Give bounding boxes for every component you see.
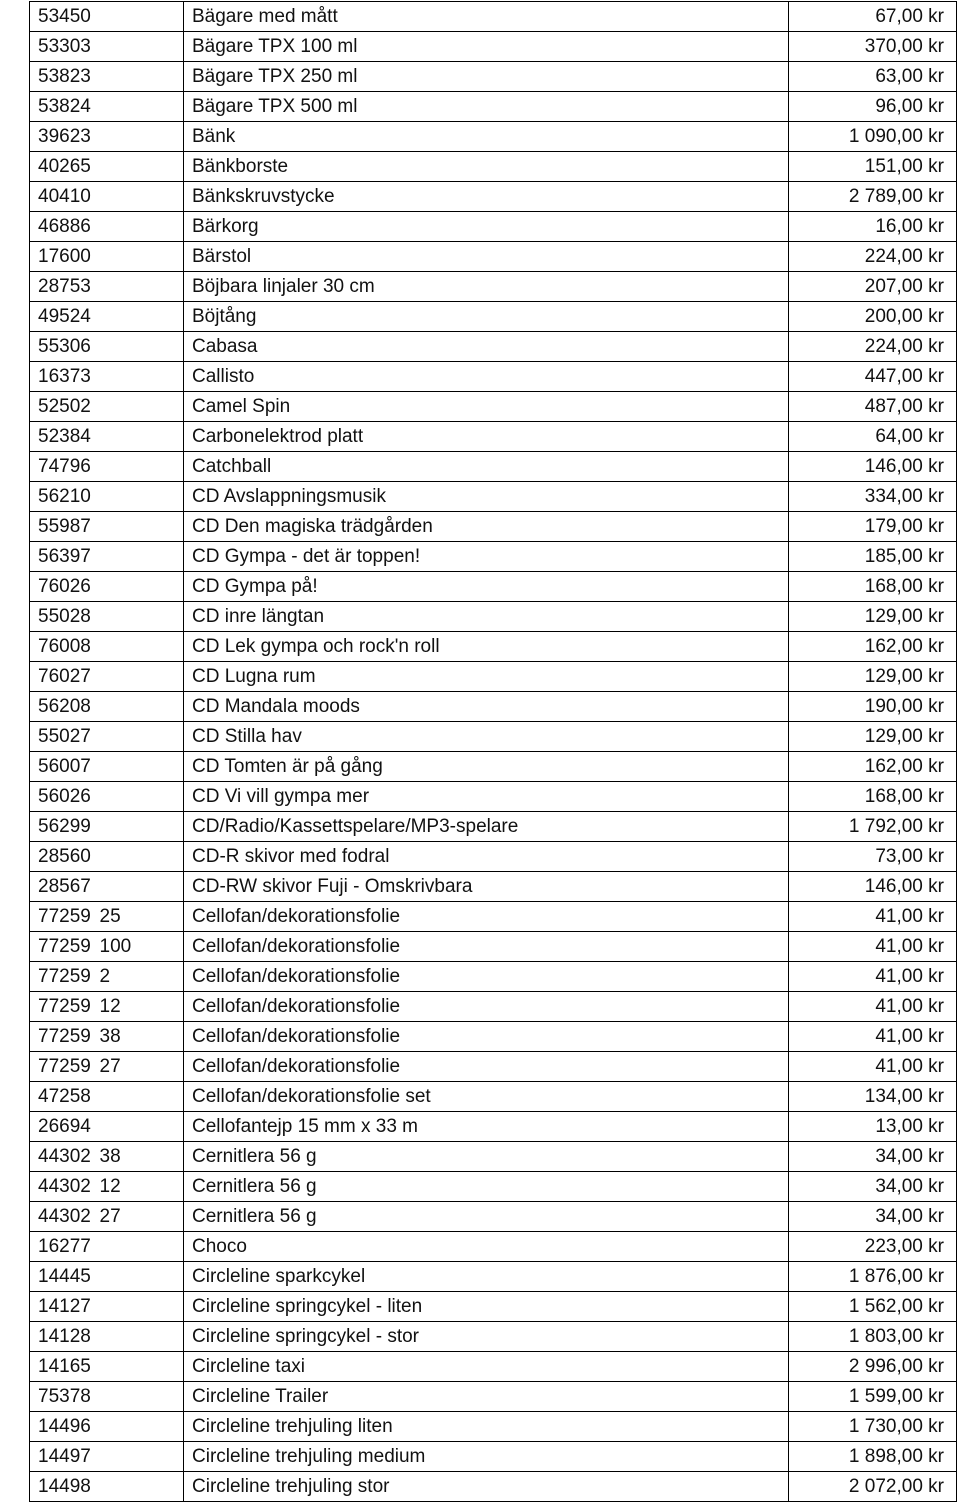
price-cell: 41,00 kr — [789, 1052, 957, 1082]
price-cell: 146,00 kr — [789, 452, 957, 482]
variant-cell — [99, 1472, 184, 1502]
variant-cell — [99, 872, 184, 902]
table-row — [30, 1382, 957, 1412]
product-name-cell: Bägare TPX 250 ml — [184, 62, 789, 92]
variant-cell — [99, 362, 184, 392]
article-number-cell: 28560 — [30, 842, 99, 872]
table-row — [30, 392, 957, 422]
price-cell: 96,00 kr — [789, 92, 957, 122]
variant-cell — [99, 422, 184, 452]
variant-cell: 2 — [99, 962, 184, 992]
product-name-cell: Camel Spin — [184, 392, 789, 422]
product-name-cell: CD Stilla hav — [184, 722, 789, 752]
variant-cell — [99, 812, 184, 842]
table-row — [30, 1262, 957, 1292]
article-number-cell: 74796 — [30, 452, 99, 482]
table-row — [30, 272, 957, 302]
table-row — [30, 1142, 957, 1172]
variant-cell — [99, 452, 184, 482]
article-number-cell: 14445 — [30, 1262, 99, 1292]
article-number-cell: 55027 — [30, 722, 99, 752]
variant-cell — [99, 2, 184, 32]
variant-cell: 38 — [99, 1022, 184, 1052]
table-row — [30, 1082, 957, 1112]
price-cell: 370,00 kr — [789, 32, 957, 62]
article-number-cell: 77259 — [30, 962, 99, 992]
price-cell: 168,00 kr — [789, 572, 957, 602]
variant-cell — [99, 542, 184, 572]
product-name-cell: Circleline trehjuling medium — [184, 1442, 789, 1472]
price-cell: 200,00 kr — [789, 302, 957, 332]
article-number-cell: 53824 — [30, 92, 99, 122]
price-cell: 223,00 kr — [789, 1232, 957, 1262]
variant-cell: 12 — [99, 992, 184, 1022]
table-row — [30, 542, 957, 572]
variant-cell — [99, 212, 184, 242]
product-name-cell: Circleline trehjuling stor — [184, 1472, 789, 1502]
product-name-cell: CD Mandala moods — [184, 692, 789, 722]
price-cell: 34,00 kr — [789, 1172, 957, 1202]
article-number-cell: 40410 — [30, 182, 99, 212]
variant-cell — [99, 122, 184, 152]
article-number-cell: 56210 — [30, 482, 99, 512]
table-row — [30, 1352, 957, 1382]
table-row — [30, 32, 957, 62]
table-row — [30, 1292, 957, 1322]
product-name-cell: Callisto — [184, 362, 789, 392]
article-number-cell: 44302 — [30, 1172, 99, 1202]
product-name-cell: Bärstol — [184, 242, 789, 272]
article-number-cell: 53450 — [30, 2, 99, 32]
product-name-cell: Circleline taxi — [184, 1352, 789, 1382]
article-number-cell: 77259 — [30, 902, 99, 932]
variant-cell — [99, 332, 184, 362]
variant-cell — [99, 1232, 184, 1262]
table-row — [30, 812, 957, 842]
article-number-cell: 55306 — [30, 332, 99, 362]
variant-cell — [99, 152, 184, 182]
table-row — [30, 302, 957, 332]
product-name-cell: Cellofan/dekorationsfolie — [184, 962, 789, 992]
product-name-cell: Cellofan/dekorationsfolie — [184, 1052, 789, 1082]
price-cell: 67,00 kr — [789, 2, 957, 32]
table-row — [30, 1112, 957, 1142]
product-name-cell: Circleline trehjuling liten — [184, 1412, 789, 1442]
price-cell: 207,00 kr — [789, 272, 957, 302]
product-name-cell: Cernitlera 56 g — [184, 1172, 789, 1202]
price-cell: 129,00 kr — [789, 662, 957, 692]
price-cell: 146,00 kr — [789, 872, 957, 902]
product-name-cell: Cellofan/dekorationsfolie set — [184, 1082, 789, 1112]
table-row — [30, 842, 957, 872]
product-name-cell: Choco — [184, 1232, 789, 1262]
article-number-cell: 56208 — [30, 692, 99, 722]
table-row — [30, 92, 957, 122]
price-cell: 1 562,00 kr — [789, 1292, 957, 1322]
article-number-cell: 26694 — [30, 1112, 99, 1142]
price-cell: 129,00 kr — [789, 602, 957, 632]
price-cell: 162,00 kr — [789, 752, 957, 782]
table-row — [30, 1322, 957, 1352]
table-row — [30, 902, 957, 932]
price-cell: 224,00 kr — [789, 332, 957, 362]
price-cell: 185,00 kr — [789, 542, 957, 572]
article-number-cell: 44302 — [30, 1142, 99, 1172]
product-name-cell: CD-RW skivor Fuji - Omskrivbara — [184, 872, 789, 902]
product-name-cell: Circleline sparkcykel — [184, 1262, 789, 1292]
product-name-cell: Bänkborste — [184, 152, 789, 182]
price-list-table — [29, 1, 957, 1502]
table-row — [30, 182, 957, 212]
variant-cell: 38 — [99, 1142, 184, 1172]
variant-cell — [99, 782, 184, 812]
product-name-cell: Bänkskruvstycke — [184, 182, 789, 212]
article-number-cell: 16277 — [30, 1232, 99, 1262]
article-number-cell: 52502 — [30, 392, 99, 422]
price-cell: 2 072,00 kr — [789, 1472, 957, 1502]
table-row — [30, 152, 957, 182]
table-row — [30, 872, 957, 902]
price-cell: 1 792,00 kr — [789, 812, 957, 842]
variant-cell — [99, 722, 184, 752]
variant-cell — [99, 1262, 184, 1292]
table-row — [30, 1442, 957, 1472]
price-cell: 224,00 kr — [789, 242, 957, 272]
price-cell: 41,00 kr — [789, 1022, 957, 1052]
product-name-cell: Cernitlera 56 g — [184, 1202, 789, 1232]
article-number-cell: 75378 — [30, 1382, 99, 1412]
product-name-cell: Cellofan/dekorationsfolie — [184, 902, 789, 932]
product-name-cell: Circleline springcykel - liten — [184, 1292, 789, 1322]
price-cell: 41,00 kr — [789, 962, 957, 992]
variant-cell — [99, 1382, 184, 1412]
product-name-cell: Böjbara linjaler 30 cm — [184, 272, 789, 302]
price-cell: 134,00 kr — [789, 1082, 957, 1112]
variant-cell — [99, 392, 184, 422]
table-row — [30, 482, 957, 512]
product-name-cell: CD Lugna rum — [184, 662, 789, 692]
product-name-cell: Böjtång — [184, 302, 789, 332]
price-cell: 13,00 kr — [789, 1112, 957, 1142]
price-cell: 129,00 kr — [789, 722, 957, 752]
price-cell: 41,00 kr — [789, 992, 957, 1022]
variant-cell — [99, 1352, 184, 1382]
variant-cell: 12 — [99, 1172, 184, 1202]
product-name-cell: Bägare med mått — [184, 2, 789, 32]
price-cell: 1 599,00 kr — [789, 1382, 957, 1412]
table-row — [30, 1052, 957, 1082]
price-cell: 1 090,00 kr — [789, 122, 957, 152]
article-number-cell: 55028 — [30, 602, 99, 632]
product-name-cell: CD Avslappningsmusik — [184, 482, 789, 512]
variant-cell: 27 — [99, 1202, 184, 1232]
variant-cell — [99, 512, 184, 542]
article-number-cell: 28753 — [30, 272, 99, 302]
table-row — [30, 332, 957, 362]
product-name-cell: Circleline springcykel - stor — [184, 1322, 789, 1352]
product-name-cell: Cernitlera 56 g — [184, 1142, 789, 1172]
article-number-cell: 14498 — [30, 1472, 99, 1502]
article-number-cell: 44302 — [30, 1202, 99, 1232]
table-row — [30, 602, 957, 632]
table-row — [30, 452, 957, 482]
variant-cell: 100 — [99, 932, 184, 962]
article-number-cell: 56026 — [30, 782, 99, 812]
price-cell: 162,00 kr — [789, 632, 957, 662]
article-number-cell: 47258 — [30, 1082, 99, 1112]
product-name-cell: CD Tomten är på gång — [184, 752, 789, 782]
article-number-cell: 56299 — [30, 812, 99, 842]
table-row — [30, 1472, 957, 1502]
table-row — [30, 512, 957, 542]
variant-cell — [99, 752, 184, 782]
price-cell: 487,00 kr — [789, 392, 957, 422]
article-number-cell: 77259 — [30, 1052, 99, 1082]
variant-cell — [99, 32, 184, 62]
price-cell: 41,00 kr — [789, 932, 957, 962]
article-number-cell: 53303 — [30, 32, 99, 62]
price-cell: 41,00 kr — [789, 902, 957, 932]
product-name-cell: Cellofantejp 15 mm x 33 m — [184, 1112, 789, 1142]
variant-cell: 27 — [99, 1052, 184, 1082]
product-name-cell: CD-R skivor med fodral — [184, 842, 789, 872]
price-cell: 1 898,00 kr — [789, 1442, 957, 1472]
variant-cell — [99, 1412, 184, 1442]
product-name-cell: CD Gympa på! — [184, 572, 789, 602]
product-name-cell: Cellofan/dekorationsfolie — [184, 932, 789, 962]
table-row — [30, 572, 957, 602]
article-number-cell: 49524 — [30, 302, 99, 332]
table-row — [30, 1202, 957, 1232]
article-number-cell: 14128 — [30, 1322, 99, 1352]
article-number-cell: 28567 — [30, 872, 99, 902]
price-list-body — [30, 2, 957, 1502]
price-cell: 447,00 kr — [789, 362, 957, 392]
product-name-cell: Bägare TPX 500 ml — [184, 92, 789, 122]
table-row — [30, 1412, 957, 1442]
article-number-cell: 17600 — [30, 242, 99, 272]
table-row — [30, 242, 957, 272]
variant-cell — [99, 1442, 184, 1472]
table-row — [30, 362, 957, 392]
variant-cell — [99, 272, 184, 302]
article-number-cell: 46886 — [30, 212, 99, 242]
article-number-cell: 39623 — [30, 122, 99, 152]
article-number-cell: 56007 — [30, 752, 99, 782]
article-number-cell: 14165 — [30, 1352, 99, 1382]
article-number-cell: 14496 — [30, 1412, 99, 1442]
article-number-cell: 55987 — [30, 512, 99, 542]
variant-cell — [99, 1112, 184, 1142]
price-cell: 63,00 kr — [789, 62, 957, 92]
article-number-cell: 77259 — [30, 992, 99, 1022]
product-name-cell: Bänk — [184, 122, 789, 152]
product-name-cell: Circleline Trailer — [184, 1382, 789, 1412]
variant-cell — [99, 62, 184, 92]
table-row — [30, 752, 957, 782]
article-number-cell: 56397 — [30, 542, 99, 572]
table-row — [30, 632, 957, 662]
table-row — [30, 212, 957, 242]
product-name-cell: Cellofan/dekorationsfolie — [184, 1022, 789, 1052]
variant-cell — [99, 1292, 184, 1322]
price-cell: 334,00 kr — [789, 482, 957, 512]
article-number-cell: 76027 — [30, 662, 99, 692]
variant-cell — [99, 662, 184, 692]
product-name-cell: CD Lek gympa och rock'n roll — [184, 632, 789, 662]
article-number-cell: 14497 — [30, 1442, 99, 1472]
product-name-cell: Bärkorg — [184, 212, 789, 242]
product-name-cell: Carbonelektrod platt — [184, 422, 789, 452]
variant-cell — [99, 602, 184, 632]
product-name-cell: CD inre längtan — [184, 602, 789, 632]
article-number-cell: 52384 — [30, 422, 99, 452]
price-cell: 34,00 kr — [789, 1202, 957, 1232]
table-row — [30, 2, 957, 32]
variant-cell — [99, 1322, 184, 1352]
product-name-cell: CD Den magiska trädgården — [184, 512, 789, 542]
price-cell: 1 803,00 kr — [789, 1322, 957, 1352]
variant-cell — [99, 692, 184, 722]
table-row — [30, 692, 957, 722]
table-row — [30, 782, 957, 812]
table-row — [30, 422, 957, 452]
article-number-cell: 16373 — [30, 362, 99, 392]
price-cell: 190,00 kr — [789, 692, 957, 722]
product-name-cell: CD Vi vill gympa mer — [184, 782, 789, 812]
variant-cell — [99, 242, 184, 272]
table-row — [30, 992, 957, 1022]
variant-cell — [99, 842, 184, 872]
variant-cell: 25 — [99, 902, 184, 932]
variant-cell — [99, 572, 184, 602]
article-number-cell: 77259 — [30, 1022, 99, 1052]
variant-cell — [99, 482, 184, 512]
price-cell: 1 876,00 kr — [789, 1262, 957, 1292]
variant-cell — [99, 182, 184, 212]
article-number-cell: 77259 — [30, 932, 99, 962]
article-number-cell: 53823 — [30, 62, 99, 92]
price-cell: 64,00 kr — [789, 422, 957, 452]
table-row — [30, 662, 957, 692]
table-row — [30, 122, 957, 152]
price-cell: 168,00 kr — [789, 782, 957, 812]
table-row — [30, 1172, 957, 1202]
variant-cell — [99, 1082, 184, 1112]
price-cell: 2 789,00 kr — [789, 182, 957, 212]
table-row — [30, 1232, 957, 1262]
table-row — [30, 722, 957, 752]
variant-cell — [99, 302, 184, 332]
price-cell: 2 996,00 kr — [789, 1352, 957, 1382]
variant-cell — [99, 92, 184, 122]
table-row — [30, 1022, 957, 1052]
article-number-cell: 76008 — [30, 632, 99, 662]
product-name-cell: Cabasa — [184, 332, 789, 362]
product-name-cell: Bägare TPX 100 ml — [184, 32, 789, 62]
article-number-cell: 76026 — [30, 572, 99, 602]
product-name-cell: Cellofan/dekorationsfolie — [184, 992, 789, 1022]
price-cell: 73,00 kr — [789, 842, 957, 872]
product-name-cell: Catchball — [184, 452, 789, 482]
price-cell: 1 730,00 kr — [789, 1412, 957, 1442]
table-row — [30, 932, 957, 962]
article-number-cell: 40265 — [30, 152, 99, 182]
price-cell: 16,00 kr — [789, 212, 957, 242]
table-row — [30, 62, 957, 92]
article-number-cell: 14127 — [30, 1292, 99, 1322]
product-name-cell: CD Gympa - det är toppen! — [184, 542, 789, 572]
price-cell: 34,00 kr — [789, 1142, 957, 1172]
price-cell: 179,00 kr — [789, 512, 957, 542]
table-row — [30, 962, 957, 992]
variant-cell — [99, 632, 184, 662]
price-cell: 151,00 kr — [789, 152, 957, 182]
product-name-cell: CD/Radio/Kassettspelare/MP3-spelare — [184, 812, 789, 842]
